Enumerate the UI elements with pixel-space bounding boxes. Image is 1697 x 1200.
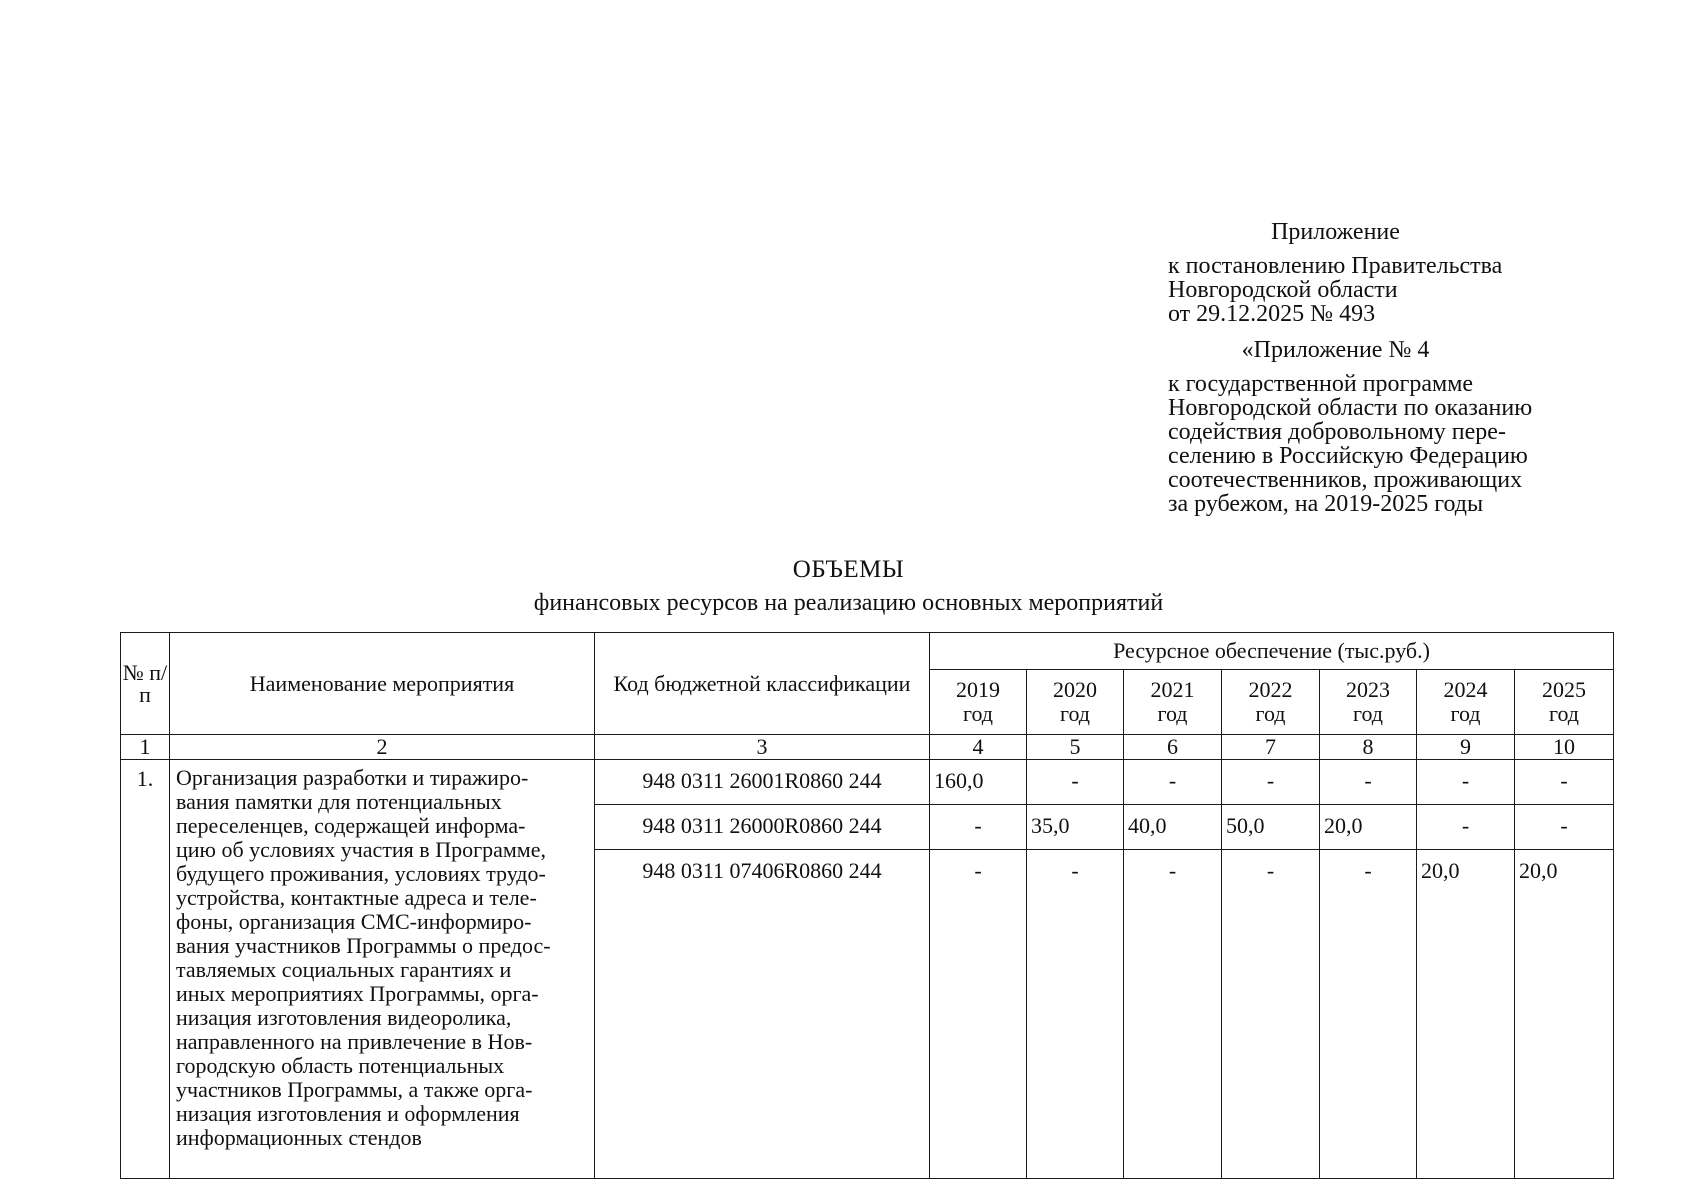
table-row — [121, 760, 1614, 805]
program-line: содействия добровольному пере- — [1168, 419, 1506, 445]
year-label: 2025 — [1542, 677, 1586, 702]
decree-line: Новгородской области — [1168, 277, 1398, 303]
column-number: 2 — [170, 735, 595, 760]
column-number: 6 — [1124, 735, 1222, 760]
funding-table — [120, 632, 1614, 1179]
funding-value: - — [1027, 760, 1124, 805]
column-number: 1 — [121, 735, 170, 760]
activity-name — [170, 760, 595, 1179]
header-name: Наименование мероприятия — [170, 633, 595, 735]
year-label: 2020 — [1053, 677, 1097, 702]
activity-name-line: иных мероприятиях Программы, орга- — [176, 981, 539, 1006]
activity-name-line: устройства, контактные адреса и теле- — [176, 885, 537, 910]
year-unit: год — [1157, 701, 1188, 726]
year-unit: год — [1352, 701, 1384, 726]
activity-name-line: фоны, организация СМС-информиро- — [176, 909, 532, 934]
decree-date-line: от 29.12.2025 № 493 — [1168, 301, 1376, 327]
activity-name-line: вания участников Программы о предос- — [176, 933, 551, 958]
year-label: 2021 — [1150, 677, 1195, 702]
budget-code: 948 0311 26000R0860 244 — [595, 805, 930, 850]
budget-code: 948 0311 26001R0860 244 — [595, 760, 930, 805]
funding-value: - — [1222, 850, 1320, 1179]
funding-value: 20,0 — [1417, 850, 1515, 1179]
program-line: соотечественников, проживающих — [1168, 467, 1523, 493]
funding-value: 160,0 — [930, 760, 1027, 805]
year-unit: год — [1059, 701, 1091, 726]
activity-name-line: вания памятки для потенциальных — [176, 789, 502, 814]
row-number: 1. — [121, 760, 170, 1179]
column-number: 4 — [930, 735, 1027, 760]
activity-name-line: низация изготовления и оформления — [176, 1101, 520, 1126]
year-label: 2023 — [1346, 677, 1390, 702]
column-number: 8 — [1320, 735, 1417, 760]
funding-value: - — [1417, 805, 1515, 850]
activity-name-line: информационных стендов — [176, 1125, 422, 1150]
funding-value: - — [1320, 850, 1417, 1179]
funding-value: - — [1222, 760, 1320, 805]
decree-line: к постановлению Правительства — [1168, 253, 1503, 279]
funding-value: - — [1417, 760, 1515, 805]
funding-value: 20,0 — [1515, 850, 1614, 1179]
header-year — [1417, 670, 1515, 735]
program-line: к государственной программе — [1168, 371, 1474, 397]
funding-value: - — [1124, 760, 1222, 805]
header-year — [930, 670, 1027, 735]
funding-value: 50,0 — [1222, 805, 1320, 850]
column-number: 7 — [1222, 735, 1320, 760]
funding-value: - — [1515, 805, 1614, 850]
header-num: № п/п — [121, 633, 170, 735]
appendix-4-title: «Приложение № 4 — [1241, 337, 1430, 363]
activity-name-line: направленного на привлечение в Нов- — [176, 1029, 533, 1054]
year-unit: год — [1450, 701, 1481, 726]
header-resources: Ресурсное обеспечение (тыс.руб.) — [930, 633, 1614, 670]
header-year — [1320, 670, 1417, 735]
appendix-title: Приложение — [1271, 219, 1400, 245]
budget-code: 948 0311 07406R0860 244 — [595, 850, 930, 1179]
funding-value: - — [1027, 850, 1124, 1179]
activity-name-line: участников Программы, а также орга- — [176, 1077, 533, 1102]
funding-value: 40,0 — [1124, 805, 1222, 850]
year-label: 2024 — [1443, 677, 1488, 702]
appendix-block — [1168, 220, 1618, 516]
funding-value: - — [930, 850, 1027, 1179]
document-title: ОБЪЕМЫ — [792, 556, 905, 583]
year-unit: год — [1548, 701, 1580, 726]
year-unit: год — [1255, 701, 1286, 726]
funding-value: - — [1515, 760, 1614, 805]
header-year — [1124, 670, 1222, 735]
activity-name-line: тавляемых социальных гарантиях и — [176, 957, 512, 982]
header-year — [1222, 670, 1320, 735]
column-number: 3 — [595, 735, 930, 760]
document-subtitle: финансовых ресурсов на реализацию основных мероприятий — [533, 590, 1164, 616]
activity-name-line: городскую область потенциальных — [176, 1053, 505, 1078]
funding-value: 20,0 — [1320, 805, 1417, 850]
funding-value: - — [1124, 850, 1222, 1179]
program-line: Новгородской области по оказанию — [1168, 395, 1533, 421]
column-number: 9 — [1417, 735, 1515, 760]
activity-name-line: будущего проживания, условиях трудо- — [176, 861, 546, 886]
funding-value: 35,0 — [1027, 805, 1124, 850]
year-label: 2022 — [1248, 677, 1293, 702]
activity-name-line: Организация разработки и тиражиро- — [176, 765, 529, 790]
column-number: 5 — [1027, 735, 1124, 760]
activity-name-line: низация изготовления видеоролика, — [176, 1005, 512, 1030]
header-year — [1027, 670, 1124, 735]
activity-name-line: переселенцев, содержащей информа- — [176, 813, 526, 838]
column-number: 10 — [1515, 735, 1614, 760]
year-unit: год — [962, 701, 994, 726]
header-year — [1515, 670, 1614, 735]
program-line: селению в Российскую Федерацию — [1168, 443, 1528, 469]
funding-value: - — [930, 805, 1027, 850]
funding-value: - — [1320, 760, 1417, 805]
year-label: 2019 — [956, 677, 1000, 702]
header-kbk: Код бюджетной классификации — [595, 633, 930, 735]
activity-name-line: цию об условиях участия в Программе, — [176, 837, 546, 862]
program-line: за рубежом, на 2019-2025 годы — [1168, 491, 1484, 517]
